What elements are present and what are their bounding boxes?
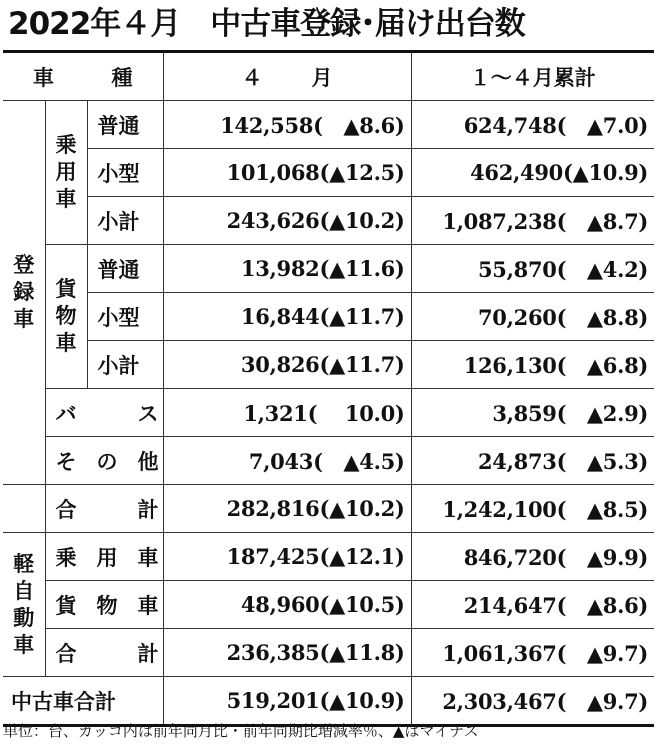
table-row <box>3 197 654 245</box>
row-label: 小型 <box>87 293 163 341</box>
footnote: 単位：台、カッコ内は前年同月比・前年同期比増減率％、▲はマイナス <box>3 722 479 740</box>
cumulative-value: 3,859( ▲2.9) <box>411 389 654 437</box>
kei-passenger-char-3: 車 <box>137 545 159 570</box>
header-month-char-1: ４ <box>241 64 263 90</box>
header-cumulative: １〜４月累計 <box>411 52 654 101</box>
row-label-grand-total: 中古車合計 <box>3 677 163 726</box>
month-value: 101,068(▲12.5) <box>163 149 411 197</box>
kei-passenger-char-2: 用 <box>96 545 118 570</box>
page-title: 2022年４月 中古車登録･届け出台数 <box>8 6 525 42</box>
table-row <box>3 341 654 389</box>
header-month-char-2: 月 <box>311 64 333 90</box>
cumulative-value: 126,130( ▲6.8) <box>411 341 654 389</box>
other-char-3: 他 <box>137 449 159 474</box>
month-value: 48,960(▲10.5) <box>163 581 411 629</box>
row-label-other <box>45 437 163 485</box>
kei-cargo-char-2: 物 <box>96 593 118 618</box>
group-label-passenger: 乗用車 <box>45 101 87 245</box>
table-row <box>3 149 654 197</box>
row-label: 小計 <box>87 341 163 389</box>
cumulative-value: 2,303,467( ▲9.7) <box>411 677 654 726</box>
row-label: 普通 <box>87 245 163 293</box>
cumulative-value: 1,061,367( ▲9.7) <box>411 629 654 677</box>
table-row <box>3 245 654 293</box>
used-car-registration-table <box>3 50 654 727</box>
header-month <box>163 52 411 101</box>
month-value: 236,385(▲11.8) <box>163 629 411 677</box>
cumulative-value: 55,870( ▲4.2) <box>411 245 654 293</box>
month-value: 13,982(▲11.6) <box>163 245 411 293</box>
table-row <box>3 533 654 581</box>
group-label-cargo: 貨物車 <box>45 245 87 389</box>
header-car-type <box>3 52 163 101</box>
cumulative-value: 846,720( ▲9.9) <box>411 533 654 581</box>
month-value: 187,425(▲12.1) <box>163 533 411 581</box>
table-row <box>3 101 654 149</box>
row-label: 小型 <box>87 149 163 197</box>
cumulative-value: 1,087,238( ▲8.7) <box>411 197 654 245</box>
other-char-2: の <box>96 449 118 474</box>
row-label-registered-total <box>45 485 163 533</box>
cumulative-value: 214,647( ▲8.6) <box>411 581 654 629</box>
other-char-1: そ <box>55 449 77 474</box>
kei-total-char-1: 合 <box>55 641 77 666</box>
header-car-type-char-1: 車 <box>33 64 54 90</box>
table-row <box>3 437 654 485</box>
row-label-bus <box>45 389 163 437</box>
group-label-registered: 登録車 <box>3 101 45 485</box>
month-value: 282,816(▲10.2) <box>163 485 411 533</box>
month-value: 1,321( 10.0) <box>163 389 411 437</box>
kei-total-char-2: 計 <box>137 641 159 666</box>
row-label: 普通 <box>87 101 163 149</box>
month-value: 519,201(▲10.9) <box>163 677 411 726</box>
cumulative-value: 70,260( ▲8.8) <box>411 293 654 341</box>
month-value: 142,558( ▲8.6) <box>163 101 411 149</box>
cumulative-value: 624,748( ▲7.0) <box>411 101 654 149</box>
month-value: 7,043( ▲4.5) <box>163 437 411 485</box>
bus-char-1: バ <box>55 401 77 426</box>
header-row <box>3 52 654 101</box>
total-char-1: 合 <box>55 497 77 522</box>
table-row <box>3 485 654 533</box>
total-char-2: 計 <box>137 497 159 522</box>
month-value: 30,826(▲11.7) <box>163 341 411 389</box>
kei-cargo-char-1: 貨 <box>55 593 77 618</box>
cumulative-value: 462,490(▲10.9) <box>411 149 654 197</box>
group-label-kei: 軽自動車 <box>3 533 45 677</box>
table-row <box>3 389 654 437</box>
row-label-kei-passenger <box>45 533 163 581</box>
kei-passenger-char-1: 乗 <box>55 545 77 570</box>
bus-char-2: ス <box>137 401 159 426</box>
header-car-type-char-2: 種 <box>111 64 133 90</box>
row-label-kei-cargo <box>45 581 163 629</box>
cumulative-value: 1,242,100( ▲8.5) <box>411 485 654 533</box>
cumulative-value: 24,873( ▲5.3) <box>411 437 654 485</box>
month-value: 243,626(▲10.2) <box>163 197 411 245</box>
table-row <box>3 581 654 629</box>
kei-cargo-char-3: 車 <box>137 593 159 618</box>
blank-cell <box>3 485 45 533</box>
row-label-kei-total <box>45 629 163 677</box>
table-row <box>3 293 654 341</box>
month-value: 16,844(▲11.7) <box>163 293 411 341</box>
row-label: 小計 <box>87 197 163 245</box>
table-row <box>3 629 654 677</box>
